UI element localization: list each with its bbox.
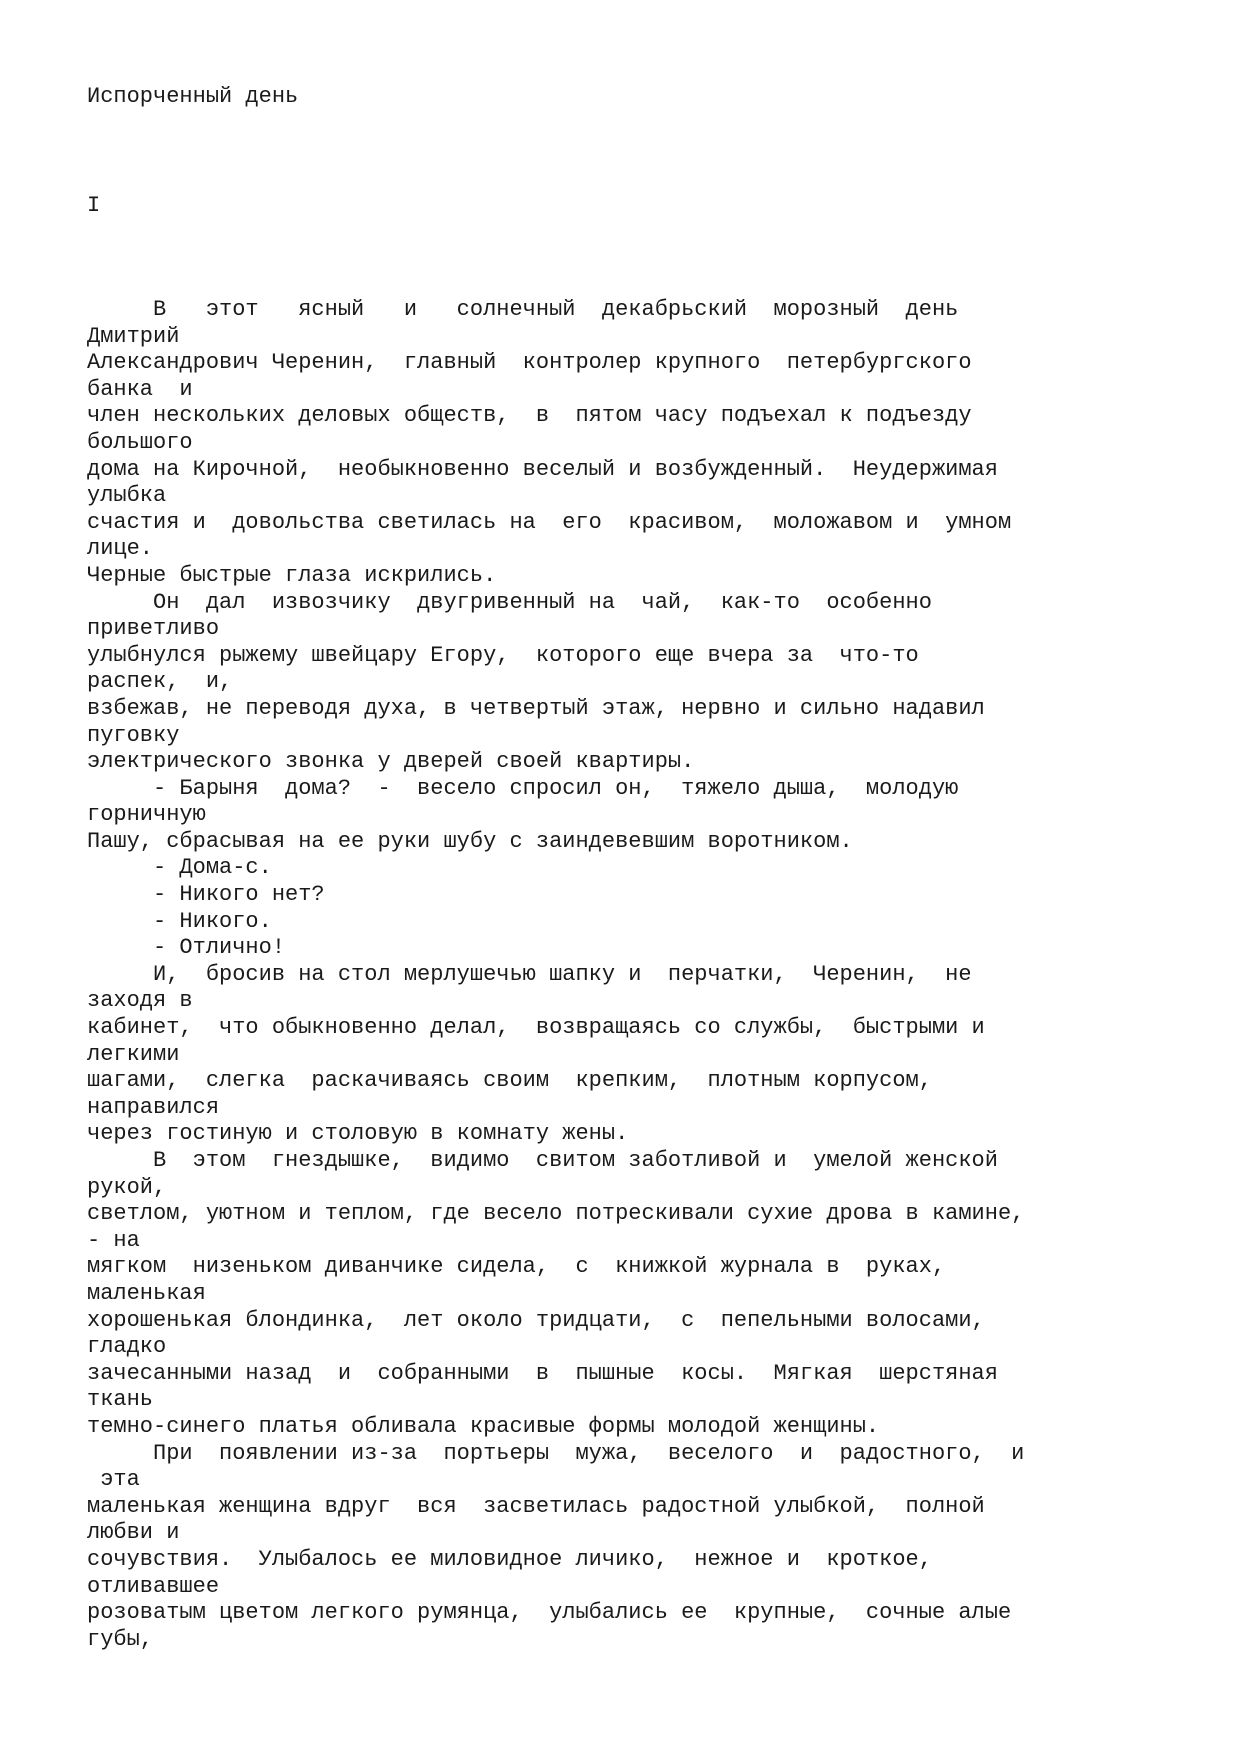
text-line: маленькая женщина вдруг вся засветилась радостной улыбкой, полной (87, 1493, 985, 1519)
text-line: При появлении из-за портьеры мужа, веселого и радостного, и (87, 1440, 1025, 1466)
text-line: дома на Кирочной, необыкновенно веселый и возбужденный. Неудержимая (87, 456, 998, 482)
text-line: Черные быстрые глаза искрились. (87, 562, 497, 588)
text-line: розоватым цветом легкого румянца, улыбались ее крупные, сочные алые (87, 1600, 1012, 1626)
text-line: - на (87, 1227, 140, 1253)
text-line: заходя в (87, 988, 193, 1014)
text-line: отливавшее (87, 1573, 220, 1599)
text-line: банка и (87, 376, 193, 402)
text-line: Он дал извозчику двугривенный на чай, как-то особенно (87, 589, 932, 615)
text-line: светлом, уютном и теплом, где весело потрескивали сухие дрова в камине, (87, 1201, 1025, 1227)
text-line: маленькая (87, 1280, 206, 1306)
text-line: лице. (87, 536, 154, 562)
text-line: Александрович Черенин, главный контролер крупного петербургского (87, 350, 972, 376)
document-title: Испорченный день (87, 84, 299, 109)
text-line: направился (87, 1094, 220, 1120)
text-line: член нескольких деловых обществ, в пятом часу подъехал к подъезду (87, 403, 972, 429)
text-line: счастия и довольства светилась на его красивом, моложавом и умном (87, 509, 1012, 535)
text-line: зачесанными назад и собранными в пышные косы. Мягкая шерстяная (87, 1360, 998, 1386)
text-line: гладко (87, 1334, 167, 1360)
text-line: мягком низеньком диванчике сидела, с книжкой журнала в руках, (87, 1254, 946, 1280)
text-line: И, бросив на стол мерлушечью шапку и перчатки, Черенин, не (87, 961, 972, 987)
text-line: распек, и, (87, 669, 233, 695)
text-line: - Барыня дома? - весело спросил он, тяжело дыша, молодую (87, 775, 959, 801)
text-line: эта (87, 1467, 140, 1493)
text-line: улыбнулся рыжему швейцару Егору, которого еще вчера за что-то (87, 642, 919, 668)
text-line: хорошенькая блондинка, лет около тридцати, с пепельными волосами, (87, 1307, 985, 1333)
text-line: горничную (87, 802, 206, 828)
text-line: взбежав, не переводя духа, в четвертый этаж, нервно и сильно надавил (87, 695, 985, 721)
text-line: кабинет, что обыкновенно делал, возвращаясь со службы, быстрыми и (87, 1015, 985, 1041)
text-line: - Дома-с. (87, 855, 272, 881)
text-line: - Отлично! (87, 935, 286, 961)
text-line: - Никого нет? (87, 882, 325, 908)
text-line: большого (87, 429, 193, 455)
text-line: губы, (87, 1626, 154, 1652)
text-line: В этом гнездышке, видимо свитом заботливой и умелой женской (87, 1148, 998, 1173)
text-line: - Никого. (87, 908, 272, 934)
text-line: сочувствия. Улыбалось ее миловидное личико, нежное и кроткое, (87, 1546, 932, 1572)
text-line: Дмитрий (87, 323, 180, 349)
text-line: темно-синего платья обливала красивые формы молодой женщины. (87, 1413, 880, 1439)
text-line: улыбка (87, 483, 167, 509)
text-line: ткань (87, 1387, 154, 1413)
text-line: рукой, (87, 1174, 167, 1200)
text-line: приветливо (87, 616, 220, 642)
text-line: Пашу, сбрасывая на ее руки шубу с заиндевевшим воротником. (87, 828, 853, 854)
text-line: пуговку (87, 722, 180, 748)
text-line: через гостиную и столовую в комнату жены. (87, 1121, 629, 1147)
text-line: любви и (87, 1520, 180, 1546)
body-text (87, 297, 1207, 1653)
text-line: шагами, слегка раскачиваясь своим крепким, плотным корпусом, (87, 1068, 932, 1094)
text-line: В этот ясный и солнечный декабрьский морозный день (87, 297, 959, 322)
text-line: электрического звонка у дверей своей квартиры. (87, 749, 695, 775)
chapter-heading: I (87, 193, 101, 218)
text-line: легкими (87, 1041, 180, 1067)
